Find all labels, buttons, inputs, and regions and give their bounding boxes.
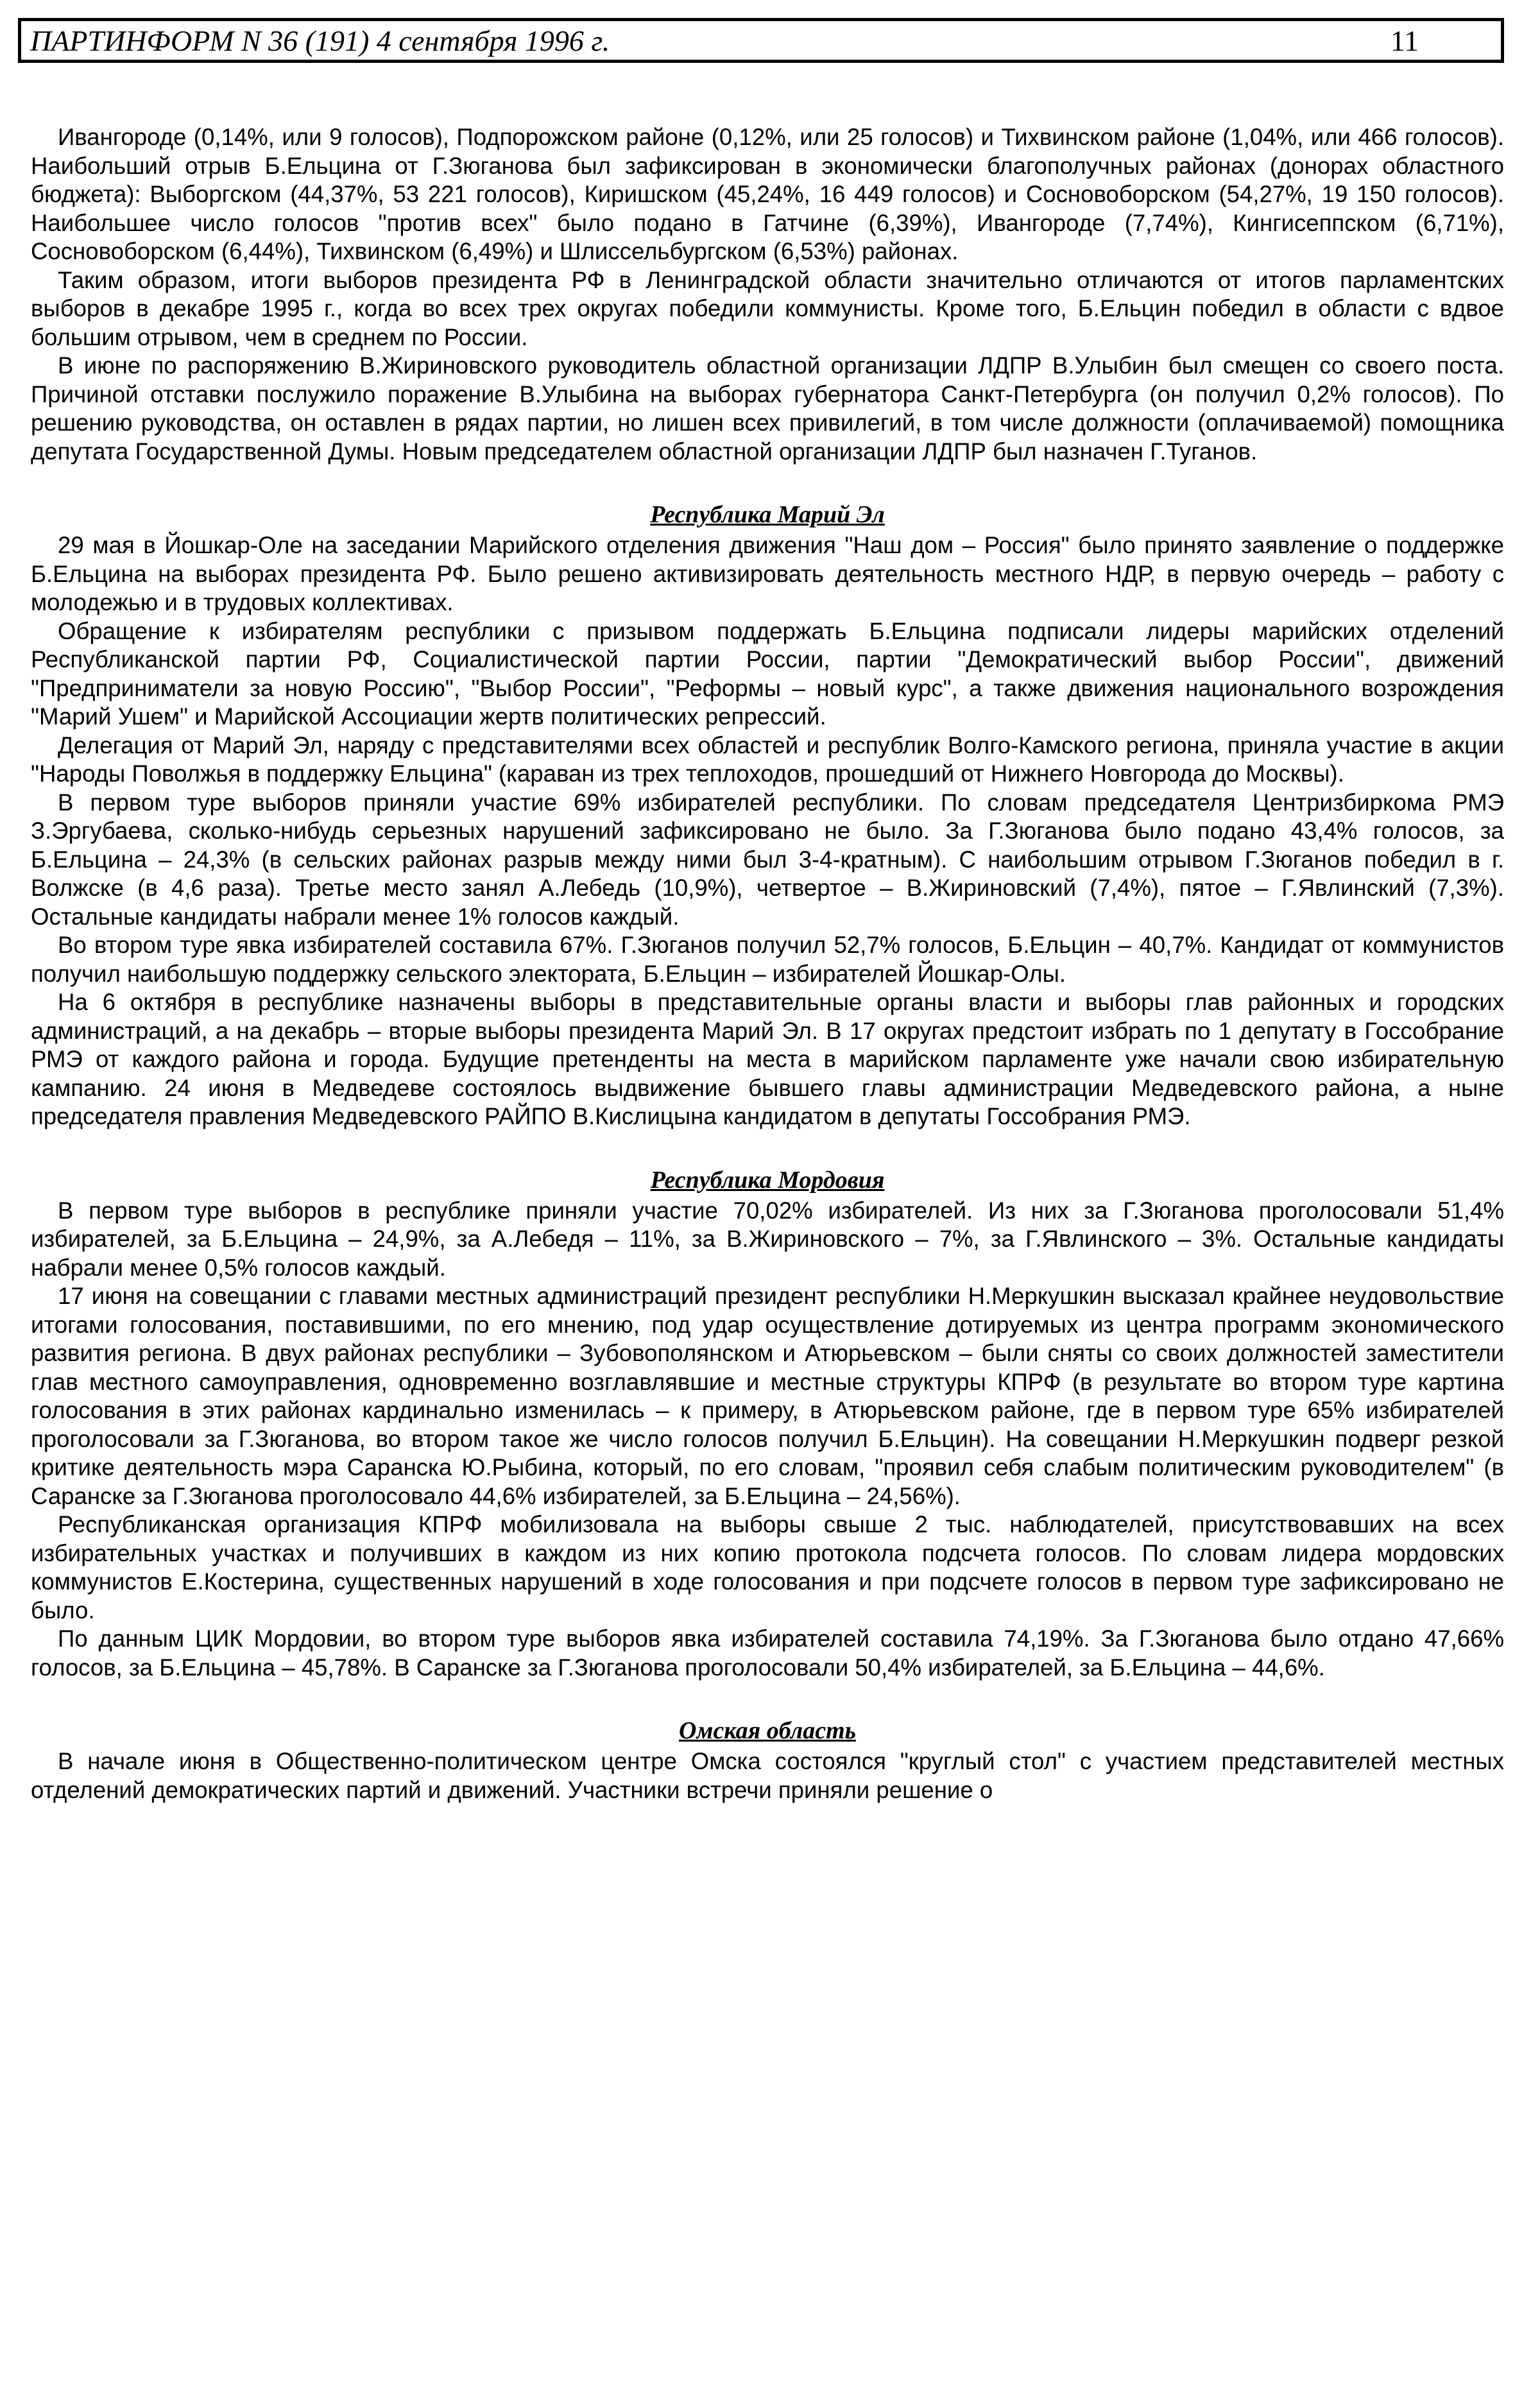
paragraph: 29 мая в Йошкар-Оле на заседании Марийского отделения движения "Наш дом – Россия" было принято заявление о поддержке Б.Ельцина на выборах президента РФ. Было решено активизировать деятельность местного НДР, в первую очередь – работу с молодежью и в трудовых коллективах. bbox=[31, 532, 1504, 615]
paragraph: Обращение к избирателям республики с призывом поддержать Б.Ельцина подписали лидеры марийских отделений Республиканской партии РФ, Социалистической партии России, партии "Демократический выбор России", движений "Предприниматели за новую Россию", "Выбор России", "Реформы – новый курс", а также движения национального возрождения "Марий Ушем" и Марийской Ассоциации жертв политических репрессий. bbox=[31, 617, 1504, 730]
page-header bbox=[18, 18, 1504, 63]
section-title: Республика Мордовия bbox=[650, 1166, 885, 1194]
paragraph: Во втором туре явка избирателей составила 67%. Г.Зюганов получил 52,7% голосов, Б.Ельцин – 40,7%. Кандидат от коммунистов получил наибольшую поддержку сельского электората, Б.Ельцин – избирателей Йошкар-Олы. bbox=[31, 932, 1504, 987]
paragraph: На 6 октября в республике назначены выборы в представительные органы власти и выборы глав районных и городских администраций, а на декабрь – вторые выборы президента Марий Эл. В 17 округах предстоит избрать по 1 депутату в Госсобрание РМЭ от каждого района и города. Будущие претенденты на места в марийском парламенте уже начали свою избирательную кампанию. 24 июня в Медведеве состоялось выдвижение бывшего главы администрации Медведевского района, а ныне председателя правления Медведевского РАЙПО В.Кислицына кандидатом в депутаты Госсобрания РМЭ. bbox=[31, 989, 1504, 1129]
paragraph: По данным ЦИК Мордовии, во втором туре выборов явка избирателей составила 74,19%. За Г.Зюганова было отдано 47,66% голосов, за Б.Ельцина – 45,78%. В Саранске за Г.Зюганова проголосовали 50,4% избирателей, за Б.Ельцина – 44,6%. bbox=[31, 1625, 1504, 1681]
page-number: 11 bbox=[1390, 24, 1419, 57]
paragraph: В июне по распоряжению В.Жириновского руководитель областной организации ЛДПР В.Улыбин был смещен со своего поста. Причиной отставки послужило поражение В.Улыбина на выборах губернатора Санкт-Петербурга (он получил 0,2% голосов). По решению руководства, он оставлен в рядах партии, но лишен всех привилегий, в том числе должности (оплачиваемой) помощника депутата Государственной Думы. Новым председателем областной организации ЛДПР был назначен Г.Туганов. bbox=[31, 352, 1504, 465]
section-title: Республика Марий Эл bbox=[650, 501, 885, 528]
paragraph: Таким образом, итоги выборов президента РФ в Ленинградской области значительно отличаются от итогов парламентских выборов в декабре 1995 г., когда во всех трех округах победили коммунисты. Кроме того, Б.Ельцин победил в области с вдвое большим отрывом, чем в среднем по России. bbox=[31, 266, 1504, 350]
publication-title: ПАРТИНФОРМ N 36 (191) 4 сентября 1996 г. bbox=[30, 24, 610, 57]
paragraph: В первом туре выборов приняли участие 69% избирателей республики. По словам председателя Центризбиркома РМЭ З.Эргубаева, сколько-нибудь серьезных нарушений зафиксировано не было. За Г.Зюганова было подано 43,4% голосов, за Б.Ельцина – 24,3% (в сельских районах разрыв между ними был 3-4-кратным). С наибольшим отрывом Г.Зюганов победил в г. Волжске (в 4,6 раза). Третье место занял А.Лебедь (10,9%), четвертое – В.Жириновский (7,4%), пятое – Г.Явлинский (7,3%). Остальные кандидаты набрали менее 1% голосов каждый. bbox=[31, 789, 1504, 930]
paragraph: Ивангороде (0,14%, или 9 голосов), Подпорожском районе (0,12%, или 25 голосов) и Тихвинском районе (1,04%, или 466 голосов). Наибольший отрыв Б.Ельцина от Г.Зюганова был зафиксирован в экономически благополучных районах (донорах областного бюджета): Выборгском (44,37%, 53 221 голосов), Киришском (45,24%, 16 449 голосов) и Сосновоборском (54,27%, 19 150 голосов). Наибольшее число голосов "против всех" было подано в Гатчине (6,39%), Ивангороде (7,74%), Кингисеппском (6,71%), Сосновоборском (6,44%), Тихвинском (6,49%) и Шлиссельбургском (6,53%) районах. bbox=[31, 124, 1504, 264]
paragraph: Республиканская организация КПРФ мобилизовала на выборы свыше 2 тыс. наблюдателей, присутствовавших на всех избирательных участках и получивших в каждом из них копию протокола подсчета голосов. По словам лидера мордовских коммунистов Е.Костерина, существенных нарушений в ходе голосования и при подсчете голосов в первом туре зафиксировано не было. bbox=[31, 1511, 1504, 1624]
paragraph: Делегация от Марий Эл, наряду с представителями всех областей и республик Волго-Камского региона, приняла участие в акции "Народы Поволжья в поддержку Ельцина" (караван из трех теплоходов, прошедший от Нижнего Новгорода до Москвы). bbox=[31, 732, 1504, 787]
paragraph: В начале июня в Общественно-политическом центре Омска состоялся "круглый стол" с участием представителей местных отделений демократических партий и движений. Участники встречи приняли решение о bbox=[31, 1748, 1504, 1803]
section-title: Омская область bbox=[678, 1717, 857, 1744]
article-body bbox=[31, 123, 1504, 1804]
paragraph: 17 июня на совещании с главами местных администраций президент республики Н.Меркушкин высказал крайнее неудовольствие итогами голосования, поставившими, по его мнению, под удар осуществление дотируемых из центра программ экономического развития региона. В двух районах республики – Зубовополянском и Атюрьевском – были сняты со своих должностей заместители глав местного самоуправления, одновременно возглавлявшие и местные структуры КПРФ (в результате во втором туре картина голосования в этих районах кардинально изменилась – к примеру, в Атюрьевском районе, где в первом туре 65% избирателей проголосовали за Г.Зюганова, во втором такое же число голосов получил Б.Ельцин). На совещании Н.Меркушкин подверг резкой критике деятельность мэра Саранска Ю.Рыбина, который, по его словам, "проявил себя слабым политическим руководителем" (в Саранске за Г.Зюганова проголосовало 44,6% избирателей, за Б.Ельцина – 24,56%). bbox=[31, 1283, 1504, 1509]
section-mordovia bbox=[31, 1166, 1504, 1683]
paragraph: В первом туре выборов в республике приняли участие 70,02% избирателей. Из них за Г.Зюганова проголосовали 51,4% избирателей, за Б.Ельцина – 24,9%, за А.Лебедя – 11%, за В.Жириновского – 7%, за Г.Явлинского – 3%. Остальные кандидаты набрали менее 0,5% голосов каждый. bbox=[31, 1197, 1504, 1281]
section-omsk bbox=[31, 1717, 1504, 1804]
section-leningrad-continuation bbox=[31, 123, 1504, 466]
section-mari-el bbox=[31, 501, 1504, 1131]
